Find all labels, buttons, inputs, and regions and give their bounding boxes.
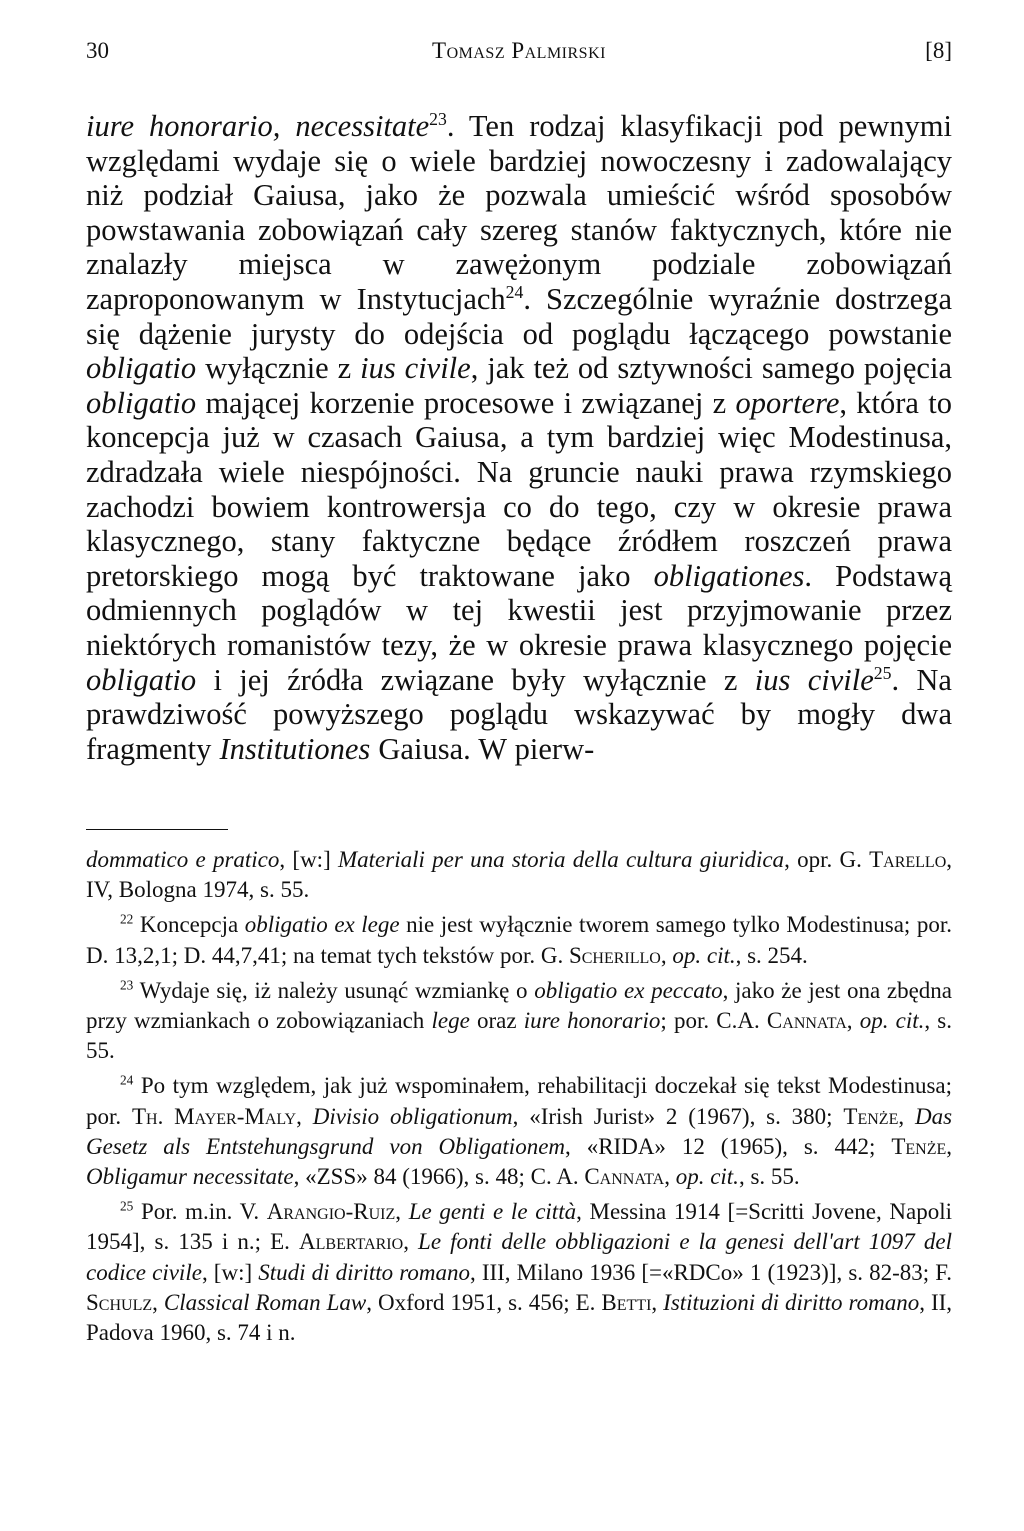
- fn-author: Betti: [601, 1289, 652, 1315]
- fn-italic: Obligamur necessitate: [86, 1164, 294, 1190]
- fn-text: Por. m.in. V.: [133, 1199, 267, 1225]
- fn-text: oraz: [469, 1008, 524, 1034]
- fn-author: Arangio-Ruiz: [266, 1199, 396, 1225]
- body-text: . Podstawą odmiennych poglądów w tej kwestii jest przyjmowanie przez niektórych romanistów tezy, że w okresie prawa klasycznego pojęcie: [86, 558, 952, 662]
- running-title: Tomasz Palmirski: [432, 38, 606, 63]
- footnote-24: [86, 1071, 952, 1192]
- footnote-number: 22: [120, 911, 134, 927]
- footnote-continuation: [86, 845, 952, 905]
- fn-author: Tarello: [869, 847, 947, 872]
- fn-text: , jako że jest ona zbędna przy wzmiankach o zobowiązaniach: [86, 977, 953, 1034]
- fn-text: ,: [664, 1164, 676, 1190]
- body-text-italic: obligatio: [86, 351, 197, 386]
- footnote-separator: [86, 829, 228, 830]
- footnote-number: 24: [120, 1072, 134, 1088]
- fn-italic: lege: [431, 1008, 470, 1034]
- body-text-italic: obligatio: [86, 385, 197, 420]
- fn-text: , IV, Bologna 1974, s. 55.: [86, 847, 953, 903]
- body-text: mającej korzenie procesowe i związanej z: [196, 385, 736, 420]
- fn-text: , s. 55.: [738, 1164, 800, 1190]
- fn-text: ; por. C.A.: [660, 1008, 767, 1034]
- body-text: . Ten rodzaj klasyfikacji pod pewnymi względami wydaje się o wiele bardziej nowoczesny i zadowalający niż podział Gaiusa, jako że pozwala umieścić wśród sposobów powstawania zobowiązań cały szereg stanów faktycznych, które nie znalazły miejsca w zawężonym podziale zobowiązań zaproponowanym w Instytucjach: [86, 109, 952, 316]
- fn-author: Cannata: [766, 1008, 847, 1034]
- footnote-ref-24[interactable]: 24: [505, 281, 524, 302]
- footnote-number: 23: [120, 977, 134, 993]
- fn-text: Koncepcja: [133, 912, 245, 938]
- fn-text: ,: [395, 1199, 409, 1225]
- footnote-ref-23[interactable]: 23: [429, 108, 447, 129]
- page-number: 30: [86, 38, 109, 63]
- fn-text: , «ZSS» 84 (1966), s. 48; C. A.: [293, 1164, 585, 1190]
- fn-italic: Istituzioni di diritto romano: [663, 1289, 920, 1315]
- body-text: , jak też od sztywności samego pojęcia: [470, 351, 952, 386]
- fn-author: Tenże: [843, 1103, 899, 1129]
- fn-author: Scherillo: [568, 942, 661, 968]
- footnote-number: 25: [120, 1198, 134, 1214]
- fn-text: , «RIDA» 12 (1965), s. 442;: [565, 1133, 892, 1159]
- fn-text: ,: [403, 1229, 419, 1255]
- fn-text: , [w:]: [279, 847, 338, 872]
- body-text-italic: obligationes: [653, 558, 805, 593]
- footnote-25: [86, 1197, 952, 1348]
- fn-italic: obligatio ex peccato: [534, 977, 723, 1003]
- fn-italic: dommatico e pratico: [86, 847, 280, 872]
- body-paragraph: [86, 109, 952, 766]
- fn-author: Schulz: [86, 1289, 153, 1315]
- body-text-italic: ius civile: [754, 662, 874, 697]
- fn-italic: op. cit.: [672, 942, 736, 968]
- fn-italic: Das Gesetz als Entstehungsgrund von Obligationem: [86, 1103, 953, 1159]
- fn-italic: op. cit.: [675, 1164, 739, 1190]
- fn-text: , [w:]: [201, 1259, 259, 1285]
- fn-italic: iure honorario: [523, 1008, 661, 1034]
- fn-text: ,: [946, 1133, 952, 1159]
- fn-italic: Le genti e le città: [408, 1199, 577, 1225]
- fn-italic: op. cit.: [859, 1008, 925, 1034]
- fn-italic: obligatio ex lege: [244, 912, 400, 938]
- fn-italic: Classical Roman Law: [163, 1289, 367, 1315]
- footnote-22: [86, 910, 952, 970]
- fn-text: ,: [296, 1103, 313, 1129]
- fn-text: , Oxford 1951, s. 456; E.: [366, 1289, 602, 1315]
- body-text-italic: Institutiones: [219, 731, 371, 766]
- body-text: . Szczególnie wyraźnie dostrzega się dążenie jurysty do odejścia od poglądu łączącego powstanie: [86, 281, 953, 351]
- footnotes: [86, 845, 952, 1348]
- fn-text: , «Irish Jurist» 2 (1967), s. 380;: [512, 1103, 844, 1129]
- fn-text: , opr. G.: [784, 847, 870, 872]
- fn-text: , II, Padova 1960, s. 74 i n.: [86, 1289, 953, 1346]
- fn-italic: Le fonti delle obbligazioni e la genesi dell'art 1097 del codice civile: [86, 1229, 952, 1285]
- fn-text: nie jest wyłącznie tworem samego tylko Modestinusa; por. D. 13,2,1; D. 44,7,41; na temat tych tekstów por. G.: [86, 912, 952, 968]
- body-text: wyłącznie z: [196, 351, 361, 386]
- fn-author: Tenże: [891, 1133, 947, 1159]
- fn-italic: Studi di diritto romano: [258, 1259, 470, 1285]
- body-text: i jej źródła związane były wyłącznie z: [196, 662, 755, 697]
- fn-author: Cannata: [584, 1164, 665, 1190]
- body-text-italic: ius civile: [360, 351, 471, 386]
- footnote-ref-25[interactable]: 25: [873, 662, 892, 683]
- section-marker: [8]: [925, 38, 952, 63]
- fn-text: Wydaje się, iż należy usunąć wzmiankę o: [133, 977, 535, 1003]
- fn-text: ,: [152, 1289, 164, 1315]
- fn-text: ,: [651, 1289, 664, 1315]
- fn-author: Th. Mayer-Maly: [131, 1103, 297, 1129]
- body-text: . Na prawdziwość powyższego poglądu wskazywać by mogły dwa fragmenty: [86, 662, 952, 766]
- body-text-italic: obligatio: [86, 662, 197, 697]
- fn-text: , s. 55.: [86, 1008, 953, 1064]
- fn-text: ,: [846, 1008, 860, 1034]
- body-text: Gaiusa. W pierw-: [370, 731, 595, 766]
- page-header: [86, 34, 952, 68]
- fn-text: , Messina 1914 [=Scritti Jovene, Napoli 1954], s. 135 i n.; E.: [86, 1199, 952, 1255]
- fn-text: , s. 254.: [735, 942, 808, 968]
- footnote-23: [86, 976, 952, 1067]
- fn-text: ,: [898, 1103, 915, 1129]
- fn-text: ,: [660, 942, 673, 968]
- fn-author: Albertario: [299, 1229, 404, 1255]
- fn-text: , III, Milano 1936 [=«RDCo» 1 (1923)], s. 82-83; F.: [469, 1259, 952, 1285]
- body-text: , która to koncepcja już w czasach Gaiusa, a tym bardziej więc Modestinusa, zdradzała wiele niespójności. Na gruncie nauki prawa rzymskiego zachodzi bowiem kontrowersja co do tego, czy w okresie prawa klasycznego, stany faktyczne będące źródłem roszczeń prawa pretorskiego mogą być traktowane jako: [86, 385, 952, 593]
- fn-text: Po tym względem, jak już wspominałem, rehabilitacji doczekał się tekst Modestinusa; por.: [86, 1073, 952, 1129]
- body-text-italic: oportere: [735, 385, 840, 420]
- fn-italic: Divisio obligationum: [312, 1103, 513, 1129]
- fn-italic: Materiali per una storia della cultura giuridica: [338, 847, 785, 872]
- body-text-italic: iure honorario, necessitate: [86, 109, 430, 143]
